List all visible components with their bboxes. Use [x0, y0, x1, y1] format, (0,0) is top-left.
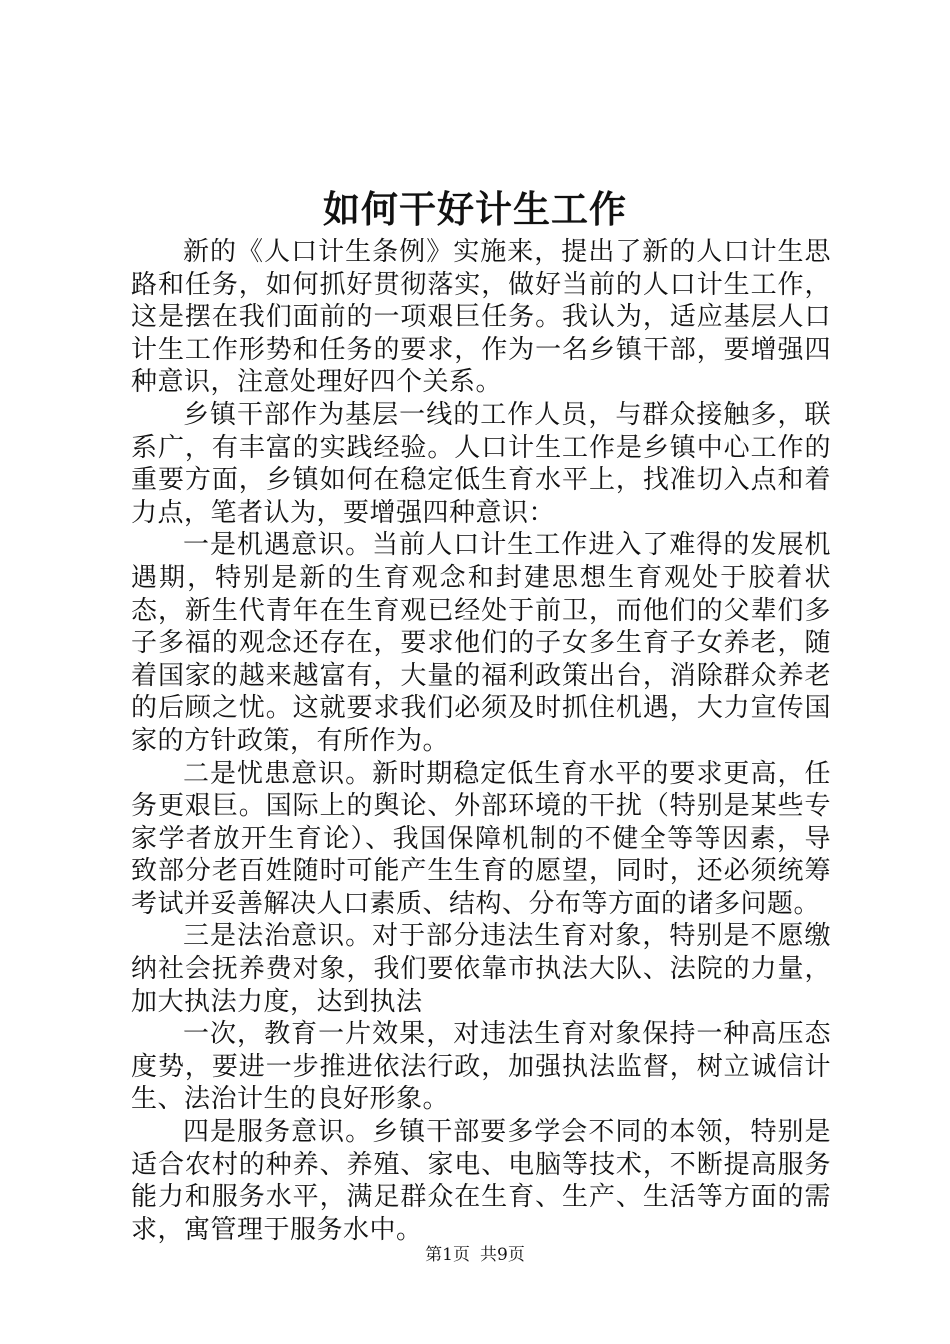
document-body [131, 236, 831, 1246]
document-title: 如何干好计生工作 [323, 187, 627, 231]
paragraph-service: 四是服务意识。乡镇干部要多学会不同的本领，特别是适合农村的种养、养殖、家电、电脑等技术，不断提高服务能力和服务水平，满足群众在生育、生产、生活等方面的需求，寓管理于服务水中。 [131, 1117, 831, 1245]
paragraph-concern: 二是忧患意识。新时期稳定低生育水平的要求更高，任务更艰巨。国际上的舆论、外部环境的干扰（特别是某些专家学者放开生育论）、我国保障机制的不健全等等因素，导致部分老百姓随时可能产生生育的愿望，同时，还必须统筹考试并妥善解决人口素质、结构、分布等方面的诸多问题。 [131, 758, 831, 919]
page-number: 第1页 [425, 1245, 470, 1265]
paragraph-cadres: 乡镇干部作为基层一线的工作人员，与群众接触多，联系广，有丰富的实践经验。人口计生工作是乡镇中心工作的重要方面，乡镇如何在稳定低生育水平上，找准切入点和着力点，笔者认为，要增强四种意识： [131, 399, 831, 528]
paragraph-rule-of-law: 三是法治意识。对于部分违法生育对象，特别是不愿缴纳社会抚养费对象，我们要依靠市执法大队、法院的力量，加大执法力度，达到执法 [131, 921, 831, 1017]
page-total: 共9页 [480, 1245, 525, 1265]
page-footer [0, 1243, 950, 1267]
paragraph-continued: 一次，教育一片效果，对违法生育对象保持一种高压态度势，要进一步推进依法行政，加强执法监督，树立诚信计生、法治计生的良好形象。 [131, 1019, 831, 1115]
paragraph-opportunity: 一是机遇意识。当前人口计生工作进入了难得的发展机遇期，特别是新的生育观念和封建思想生育观处于胶着状态，新生代青年在生育观已经处于前卫，而他们的父辈们多子多福的观念还存在，要求他们的子女多生育子女养老，随着国家的越来越富有，大量的福利政策出台，消除群众养老的后顾之忧。这就要求我们必须及时抓住机遇，大力宣传国家的方针政策，有所作为。 [131, 530, 831, 756]
paragraph-intro: 新的《人口计生条例》实施来，提出了新的人口计生思路和任务，如何抓好贯彻落实，做好当前的人口计生工作，这是摆在我们面前的一项艰巨任务。我认为，适应基层人口计生工作形势和任务的要求，作为一名乡镇干部，要增强四种意识，注意处理好四个关系。 [131, 237, 831, 398]
